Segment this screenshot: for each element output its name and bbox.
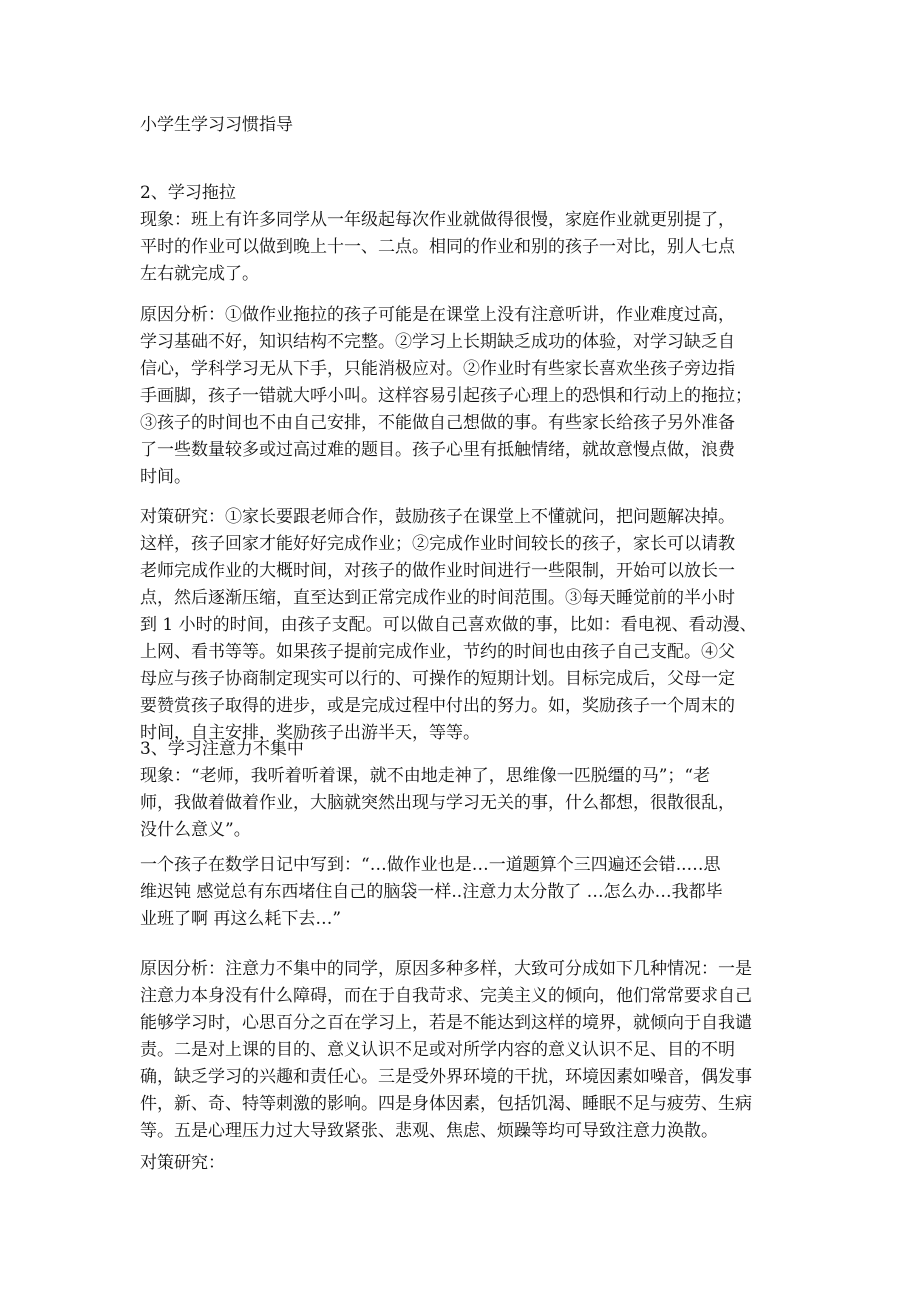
- section-3: [140, 736, 790, 844]
- phenomenon-line: 平时的作业可以做到晚上十一、二点。相同的作业和别的孩子一对比，别人七点: [140, 237, 735, 257]
- section-3-heading: 3、学习注意力不集中: [140, 739, 304, 759]
- cause-line: 件，新、奇、特等刺激的影响。四是身体因素，包括饥渴、睡眠不足与疲劳、生病: [140, 1094, 752, 1114]
- section-2-strategy-paragraph: [140, 504, 790, 747]
- cause-line: 等。五是心理压力过大导致紧张、悲观、焦虑、烦躁等均可导致注意力涣散。: [140, 1121, 718, 1141]
- phenomenon-line: 现象：班上有许多同学从一年级起每次作业就做得很慢，家庭作业就更别提了，: [140, 210, 735, 230]
- diary-line: 维迟钝 感觉总有东西堵住自己的脑袋一样..注意力太分散了 …怎么办…我都毕: [140, 882, 723, 902]
- diary-line: 一个孩子在数学日记中写到：“…做作业也是…一道题算个三四遍还会错..…思: [140, 855, 721, 875]
- diary-line: 业班了啊 再这么耗下去…”: [140, 909, 342, 929]
- phenomenon-line: 现象：“老师，我听着听着课，就不由地走神了，思维像一匹脱缰的马”；“老: [140, 766, 711, 786]
- strategy-line: 点，然后逐渐压缩，直至达到正常完成作业的时间范围。③每天睡觉前的半小时: [140, 588, 735, 608]
- phenomenon-line: 师，我做着做着作业，大脑就突然出现与学习无关的事，什么都想，很散很乱，: [140, 793, 735, 813]
- cause-line: 注意力本身没有什么障碍，而在于自我苛求、完美主义的倾向，他们常常要求自己: [140, 986, 752, 1006]
- phenomenon-line: 没什么意义”。: [140, 820, 251, 840]
- section-2: [140, 180, 790, 288]
- section-3-strategy: [140, 1150, 790, 1177]
- strategy-line: 对策研究：①家长要跟老师合作，鼓励孩子在课堂上不懂就问，把问题解决掉。: [140, 507, 735, 527]
- cause-line: 时间。: [140, 467, 191, 487]
- cause-line: 责。二是对上课的目的、意义认识不足或对所学内容的意义认识不足、目的不明: [140, 1040, 735, 1060]
- strategy-heading: 对策研究：: [140, 1153, 225, 1173]
- section-2-heading: 2、学习拖拉: [140, 183, 236, 203]
- document-title: 小学生学习习惯指导: [140, 115, 293, 135]
- cause-line: 能够学习时，心思百分之百在学习上，若是不能达到这样的境界，就倾向于自我谴: [140, 1013, 752, 1033]
- section-2-cause-paragraph: [140, 302, 790, 491]
- section-3-cause-paragraph: [140, 956, 790, 1145]
- strategy-line: 时间，自主安排，奖励孩子出游半天，等等。: [140, 723, 480, 743]
- cause-line: 原因分析：①做作业拖拉的孩子可能是在课堂上没有注意听讲，作业难度过高，: [140, 305, 735, 325]
- cause-line: 确，缺乏学习的兴趣和责任心。三是受外界环境的干扰，环境因素如噪音，偶发事: [140, 1067, 752, 1087]
- strategy-line: 母应与孩子协商制定现实可以行的、可操作的短期计划。目标完成后，父母一定: [140, 669, 735, 689]
- cause-line: 信心，学科学习无从下手，只能消极应对。②作业时有些家长喜欢坐孩子旁边指: [140, 359, 735, 379]
- strategy-line: 要赞赏孩子取得的进步，或是完成过程中付出的努力。如，奖励孩子一个周末的: [140, 696, 735, 716]
- strategy-line: 上网、看书等等。如果孩子提前完成作业，节约的时间也由孩子自己支配。④父: [140, 642, 735, 662]
- strategy-line: 这样，孩子回家才能好好完成作业；②完成作业时间较长的孩子，家长可以请教: [140, 534, 735, 554]
- cause-line: ③孩子的时间也不由自己安排，不能做自己想做的事。有些家长给孩子另外准备: [140, 413, 735, 433]
- cause-line: 原因分析：注意力不集中的同学，原因多种多样，大致可分成如下几种情况：一是: [140, 959, 752, 979]
- cause-line: 了一些数量较多或过高过难的题目。孩子心里有抵触情绪，就故意慢点做，浪费: [140, 440, 735, 460]
- cause-line: 学习基础不好，知识结构不完整。②学习上长期缺乏成功的体验，对学习缺乏自: [140, 332, 735, 352]
- section-3-diary-paragraph: [140, 852, 790, 933]
- phenomenon-line: 左右就完成了。: [140, 264, 259, 284]
- strategy-line: 老师完成作业的大概时间，对孩子的做作业时间进行一些限制，开始可以放长一: [140, 561, 735, 581]
- cause-line: 手画脚，孩子一错就大呼小叫。这样容易引起孩子心理上的恐惧和行动上的拖拉；: [140, 386, 752, 406]
- strategy-line: 到 1 小时的时间，由孩子支配。可以做自己喜欢做的事，比如：看电视、看动漫、: [140, 615, 757, 635]
